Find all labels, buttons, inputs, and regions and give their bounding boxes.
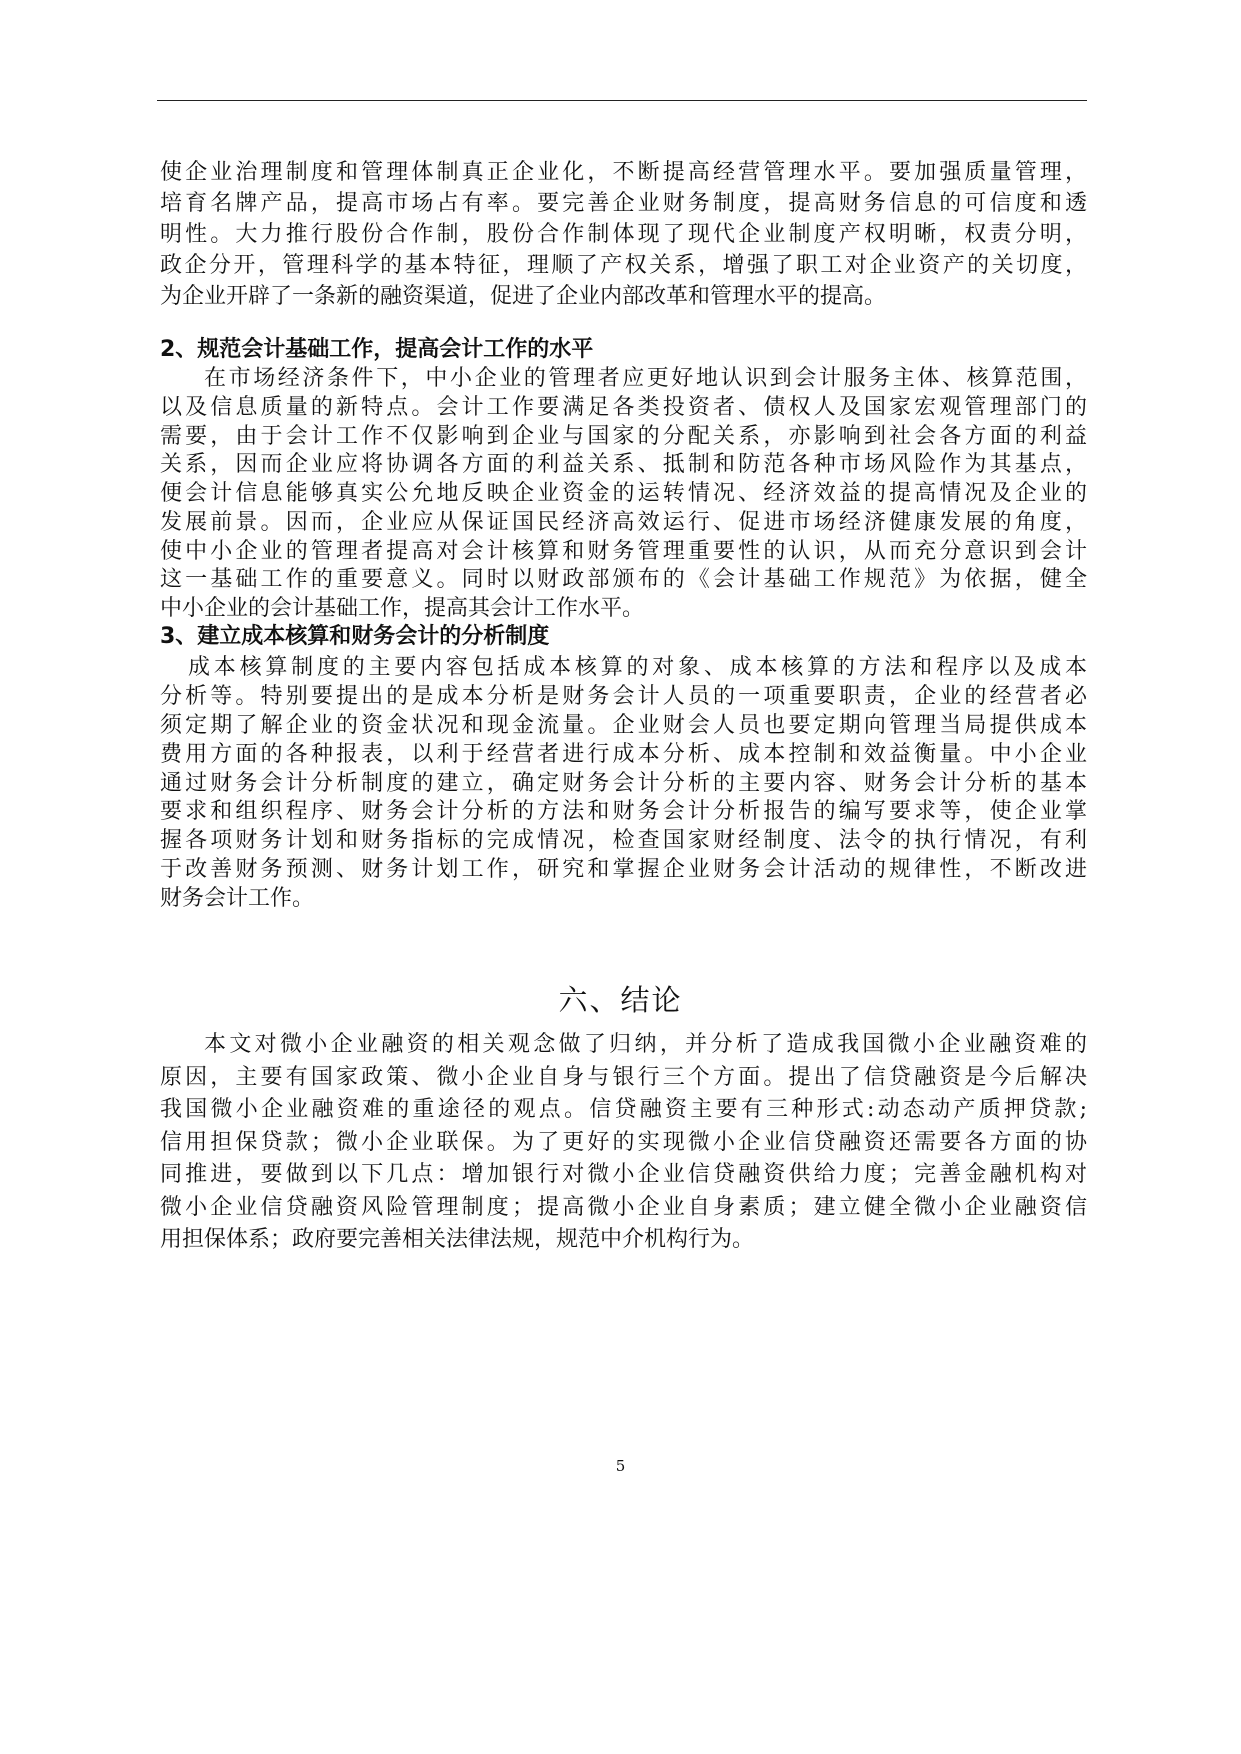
body-line: 发展前景。因而，企业应从保证国民经济高效运行、促进市场经济健康发展的角度， bbox=[160, 510, 1087, 535]
body-line: 握各项财务计划和财务指标的完成情况，检查国家财经制度、法令的执行情况，有利 bbox=[160, 828, 1087, 853]
page-number: 5 bbox=[615, 1457, 626, 1475]
body-line: 费用方面的各种报表，以利于经营者进行成本分析、成本控制和效益衡量。中小企业 bbox=[160, 742, 1087, 767]
body-line: 这一基础工作的重要意义。同时以财政部颁布的《会计基础工作规范》为依据，健全 bbox=[160, 567, 1087, 592]
body-line: 我国微小企业融资难的重途径的观点。信贷融资主要有三种形式:动态动产质押贷款; bbox=[160, 1097, 1087, 1122]
body-line: 中小企业的会计基础工作，提高其会计工作水平。 bbox=[160, 596, 645, 621]
body-line: 关系，因而企业应将协调各方面的利益关系、抵制和防范各种市场风险作为其基点， bbox=[160, 452, 1087, 477]
body-line: 财务会计工作。 bbox=[160, 886, 315, 911]
body-line: 要求和组织程序、财务会计分析的方法和财务会计分析报告的编写要求等，使企业掌 bbox=[160, 799, 1087, 824]
section-heading: 3、建立成本核算和财务会计的分析制度 bbox=[160, 624, 550, 649]
body-line: 本文对微小企业融资的相关观念做了归纳，并分析了造成我国微小企业融资难的 bbox=[204, 1032, 1087, 1057]
body-line: 分析等。特别要提出的是成本分析是财务会计人员的一项重要职责，企业的经营者必 bbox=[160, 684, 1087, 709]
body-line: 于改善财务预测、财务计划工作，研究和掌握企业财务会计活动的规律性，不断改进 bbox=[160, 857, 1087, 882]
body-line: 使企业治理制度和管理体制真正企业化，不断提高经营管理水平。要加强质量管理， bbox=[160, 160, 1087, 185]
body-line: 信用担保贷款；微小企业联保。为了更好的实现微小企业信贷融资还需要各方面的协 bbox=[160, 1130, 1087, 1155]
body-line: 同推进，要做到以下几点：增加银行对微小企业信贷融资供给力度；完善金融机构对 bbox=[160, 1162, 1087, 1187]
body-line: 使中小企业的管理者提高对会计核算和财务管理重要性的认识，从而充分意识到会计 bbox=[160, 539, 1087, 564]
body-line: 须定期了解企业的资金状况和现金流量。企业财会人员也要定期向管理当局提供成本 bbox=[160, 713, 1087, 738]
body-line: 政企分开，管理科学的基本特征，理顺了产权关系，增强了职工对企业资产的关切度， bbox=[160, 253, 1087, 278]
body-line: 培育名牌产品，提高市场占有率。要完善企业财务制度，提高财务信息的可信度和透 bbox=[160, 191, 1087, 216]
body-line: 为企业开辟了一条新的融资渠道，促进了企业内部改革和管理水平的提高。 bbox=[160, 284, 887, 309]
body-line: 在市场经济条件下，中小企业的管理者应更好地认识到会计服务主体、核算范围， bbox=[204, 366, 1087, 391]
conclusion-title: 六、结论 bbox=[558, 983, 683, 1017]
section-heading: 2、规范会计基础工作，提高会计工作的水平 bbox=[160, 337, 594, 362]
body-line: 微小企业信贷融资风险管理制度；提高微小企业自身素质；建立健全微小企业融资信 bbox=[160, 1195, 1087, 1220]
body-line: 用担保体系；政府要完善相关法律法规，规范中介机构行为。 bbox=[160, 1227, 755, 1252]
body-line: 通过财务会计分析制度的建立，确定财务会计分析的主要内容、财务会计分析的基本 bbox=[160, 771, 1087, 796]
body-line: 明性。大力推行股份合作制，股份合作制体现了现代企业制度产权明晰，权责分明， bbox=[160, 222, 1087, 247]
body-line: 需要，由于会计工作不仅影响到企业与国家的分配关系，亦影响到社会各方面的利益 bbox=[160, 424, 1087, 449]
header-rule bbox=[157, 100, 1087, 101]
body-line: 成本核算制度的主要内容包括成本核算的对象、成本核算的方法和程序以及成本 bbox=[188, 655, 1087, 680]
body-line: 原因，主要有国家政策、微小企业自身与银行三个方面。提出了信贷融资是今后解决 bbox=[160, 1065, 1087, 1090]
body-line: 便会计信息能够真实公允地反映企业资金的运转情况、经济效益的提高情况及企业的 bbox=[160, 481, 1087, 506]
body-line: 以及信息质量的新特点。会计工作要满足各类投资者、债权人及国家宏观管理部门的 bbox=[160, 395, 1087, 420]
